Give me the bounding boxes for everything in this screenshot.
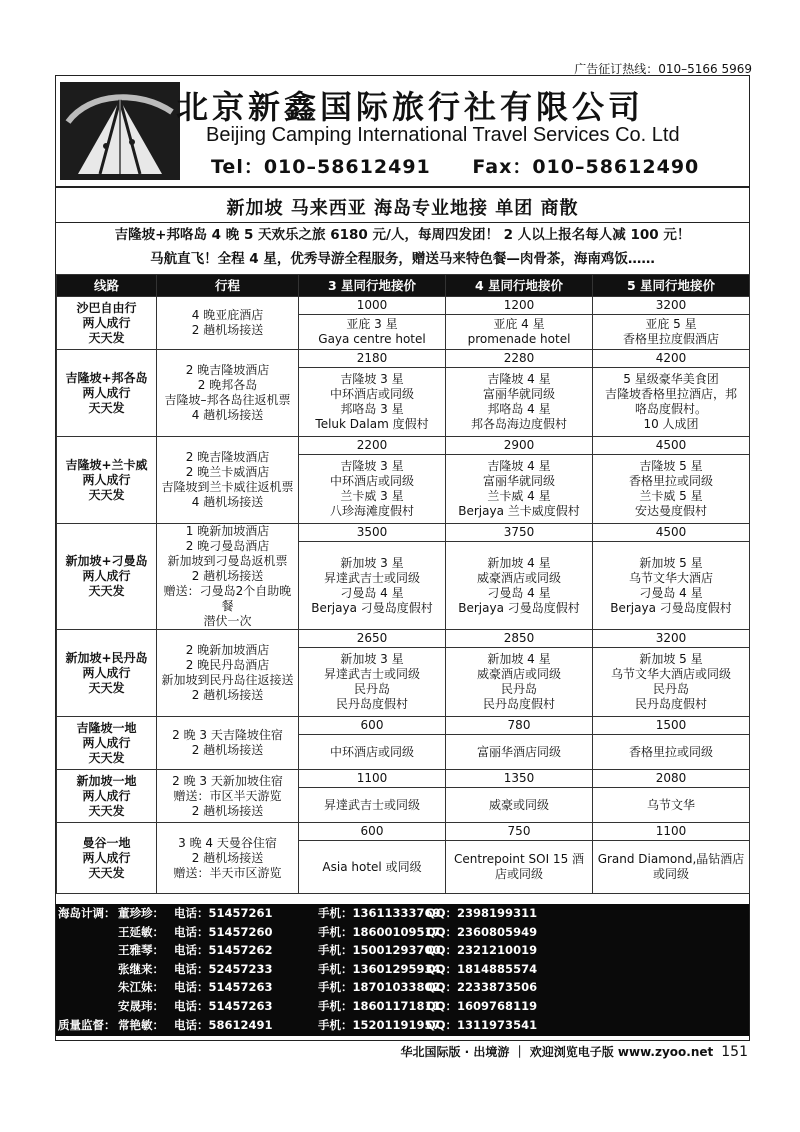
table-row <box>57 717 750 735</box>
hotel-line: 昇達武吉士或同级 <box>323 797 420 812</box>
hotel-line: 新加坡 5 星 <box>639 555 703 570</box>
contact-role: 海岛计调： <box>58 906 116 920</box>
contact-tel: 电话：51457263 <box>174 999 273 1013</box>
hotel-line: 乌节文华大酒店或同级 <box>610 667 731 681</box>
hotel-cell <box>299 788 446 823</box>
price-cell: 3750 <box>446 524 593 542</box>
itinerary-line: 2 晚民丹岛酒店 <box>185 658 270 672</box>
hotel-line: 民丹岛度假村 <box>335 697 408 711</box>
table-row <box>57 437 750 455</box>
hotel-line: 乌节文华 <box>646 797 695 812</box>
hotel-line: 吉隆坡 4 星 <box>487 459 551 473</box>
itinerary-line: 赠送：刁曼岛2个自助晚餐 <box>163 584 292 613</box>
promo-box <box>56 222 749 275</box>
hotel-line: 新加坡 5 星 <box>639 652 703 666</box>
hotel-line: promenade hotel <box>467 332 571 346</box>
hotel-line: 民丹岛 <box>353 682 390 696</box>
itinerary-line: 2 趟机场接送 <box>191 688 264 702</box>
contact-role: 质量监督： <box>58 1017 116 1032</box>
hotel-cell <box>593 542 750 630</box>
hotel-line: 邦咯岛 3 星 <box>340 402 404 416</box>
page-footer <box>400 1043 748 1060</box>
route-line: 新加坡+刁曼岛 <box>65 554 148 568</box>
table-row <box>57 770 750 788</box>
company-logo <box>60 82 180 180</box>
hotel-line: 亚庇 4 星 <box>493 317 545 331</box>
route-line: 两人成行 <box>82 569 131 583</box>
contact-row <box>56 978 749 997</box>
hotel-line: 新加坡 4 星 <box>487 555 551 570</box>
route-line: 天天发 <box>88 584 125 598</box>
contact-tel: 电话：51457261 <box>174 906 273 920</box>
route-line: 两人成行 <box>82 850 131 865</box>
price-cell: 4500 <box>593 524 750 542</box>
contact-name: 常艳敏： <box>118 1017 164 1032</box>
itinerary-cell <box>157 524 299 630</box>
hotel-line: 香格里拉或同级 <box>628 474 713 488</box>
price-cell: 1100 <box>299 770 446 788</box>
hotel-cell <box>446 542 593 630</box>
contact-tel: 电话：51457260 <box>174 924 273 939</box>
hotel-cell <box>446 368 593 437</box>
price-cell: 780 <box>446 717 593 735</box>
hotel-line: 昇達武吉士或同级 <box>323 570 420 585</box>
hotel-cell <box>593 455 750 524</box>
hotel-cell <box>593 788 750 823</box>
price-cell: 2850 <box>446 630 593 648</box>
route-line: 沙巴自由行 <box>76 300 137 315</box>
price-cell: 4500 <box>593 437 750 455</box>
hotel-line: 店或同级 <box>494 867 543 881</box>
hotel-line: 兰卡威 4 星 <box>487 489 551 503</box>
hotel-line: 民丹岛 <box>652 682 689 696</box>
hotel-line: 富丽华酒店同级 <box>476 744 561 759</box>
contact-name: 朱江妹： <box>118 980 164 995</box>
hotel-cell <box>593 735 750 770</box>
route-line: 吉隆坡一地 <box>76 720 137 735</box>
route-line: 两人成行 <box>82 735 131 750</box>
hotel-cell <box>299 315 446 350</box>
hotel-line: 中环酒店或同级 <box>329 474 414 488</box>
header-route: 线路 <box>57 275 157 297</box>
table-row <box>57 524 750 542</box>
hotel-line: Centrepoint SOI 15 酒 <box>453 852 585 866</box>
price-cell: 2650 <box>299 630 446 648</box>
contact-name: 安晟玮： <box>118 999 164 1013</box>
itinerary-line: 新加坡到刁曼岛返机票 <box>167 554 288 568</box>
hotel-line: 新加坡 3 星 <box>340 555 404 570</box>
hotel-line: 中环酒店或同级 <box>329 744 414 759</box>
itinerary-cell <box>157 770 299 823</box>
hotel-cell <box>299 455 446 524</box>
itinerary-line: 2 趟机场接送 <box>191 803 264 818</box>
itinerary-line: 2 趟机场接送 <box>191 569 264 583</box>
hotel-cell <box>446 841 593 894</box>
route-line: 天天发 <box>88 803 125 818</box>
contact-qq: QQ：1814885574 <box>426 961 538 976</box>
itinerary-line: 2 晚兰卡威酒店 <box>185 465 270 479</box>
contact-tel: 电话：51457262 <box>174 943 273 958</box>
itinerary-line: 4 趟机场接送 <box>191 408 264 422</box>
hotel-line: Berjaya 刁曼岛度假村 <box>610 600 732 615</box>
hotel-line: 刁曼岛 4 星 <box>639 585 703 600</box>
route-line: 吉隆坡+兰卡威 <box>65 457 148 472</box>
hotel-line: 兰卡威 5 星 <box>639 489 703 503</box>
price-cell: 600 <box>299 823 446 841</box>
contact-mobile: 手机：15001293700 <box>318 943 441 958</box>
hotel-cell <box>446 788 593 823</box>
itinerary-line: 4 晚亚庇酒店 <box>191 308 264 322</box>
contact-mobile: 手机：18701033802 <box>318 980 441 995</box>
header-4star: 4 星同行地接价 <box>446 275 593 297</box>
hotel-cell <box>446 315 593 350</box>
route-line: 两人成行 <box>82 472 131 487</box>
routes-table <box>56 274 750 894</box>
hotel-line: 香格里拉或同级 <box>628 744 713 759</box>
hotel-line: 民丹岛度假村 <box>482 697 555 711</box>
itinerary-cell <box>157 717 299 770</box>
route-cell <box>57 437 157 524</box>
itinerary-line: 赠送：半天市区游览 <box>173 865 282 880</box>
hotel-line: Gaya centre hotel <box>318 332 426 346</box>
hotel-line: 安达曼度假村 <box>634 504 707 518</box>
hotel-line: 威豪酒店或同级 <box>476 667 561 681</box>
itinerary-line: 4 趟机场接送 <box>191 495 264 509</box>
table-row <box>57 297 750 315</box>
hotel-line: 富丽华就同级 <box>482 474 555 488</box>
hotel-line: Berjaya 刁曼岛度假村 <box>458 600 580 615</box>
itinerary-line: 新加坡到民丹岛往返接送 <box>161 673 294 687</box>
itinerary-line: 潜伏一次 <box>203 614 252 628</box>
price-cell: 1200 <box>446 297 593 315</box>
itinerary-cell <box>157 297 299 350</box>
hotel-line: 中环酒店或同级 <box>329 387 414 401</box>
hotel-line: Berjaya 兰卡威度假村 <box>458 504 580 518</box>
route-line: 新加坡一地 <box>76 773 137 788</box>
route-line: 天天发 <box>88 865 125 880</box>
contact-qq: QQ：2321210019 <box>426 943 538 958</box>
route-line: 天天发 <box>88 400 125 415</box>
contact-mobile: 手机：13611333769 <box>318 906 441 920</box>
route-line: 两人成行 <box>82 385 131 400</box>
hotel-line: 香格里拉度假酒店 <box>622 332 719 346</box>
hotel-line: 吉隆坡 5 星 <box>639 459 703 473</box>
contact-row <box>56 1016 749 1035</box>
itinerary-line: 吉隆坡–邦各岛往返机票 <box>164 393 291 407</box>
contact-qq: QQ：2233873506 <box>426 980 538 995</box>
hotel-line: Teluk Dalam 度假村 <box>315 417 429 431</box>
page-footer-text: 华北国际版 · 出境游 ｜ 欢迎浏览电子版 www.zyoo.net <box>400 1045 714 1059</box>
header-itinerary: 行程 <box>157 275 299 297</box>
price-cell: 3500 <box>299 524 446 542</box>
itinerary-line: 2 晚邦各岛 <box>197 378 258 392</box>
hotel-line: Asia hotel 或同级 <box>322 859 422 874</box>
hotel-cell <box>446 648 593 717</box>
price-cell: 3200 <box>593 630 750 648</box>
hotel-line: 民丹岛 <box>500 682 537 696</box>
contact-mobile: 手机：13601295934 <box>318 961 441 976</box>
itinerary-cell <box>157 437 299 524</box>
hotel-line: Berjaya 刁曼岛度假村 <box>311 600 433 615</box>
route-cell <box>57 770 157 823</box>
hotel-line: 邦咯岛 4 星 <box>487 402 551 416</box>
company-header <box>56 76 749 188</box>
itinerary-line: 2 晚 3 天吉隆坡住宿 <box>172 728 283 742</box>
hotel-line: 邦各岛海边度假村 <box>470 417 567 431</box>
company-tel: Tel：010–58612491 <box>211 156 431 178</box>
route-line: 两人成行 <box>82 665 131 680</box>
route-cell <box>57 350 157 437</box>
price-cell: 2080 <box>593 770 750 788</box>
price-cell: 4200 <box>593 350 750 368</box>
hotline: 广告征订热线：010–5166 5969 <box>574 62 752 76</box>
hotel-line: 吉隆坡 3 星 <box>340 459 404 473</box>
contact-tel: 电话：58612491 <box>174 1017 273 1032</box>
contact-row <box>56 960 749 979</box>
hotel-cell <box>593 648 750 717</box>
contact-qq: QQ：1311973541 <box>426 1017 538 1032</box>
hotel-line: 吉隆坡 4 星 <box>487 372 551 386</box>
price-cell: 2180 <box>299 350 446 368</box>
company-contact <box>211 152 733 179</box>
price-cell: 2200 <box>299 437 446 455</box>
route-cell <box>57 524 157 630</box>
hotel-line: 亚庇 3 星 <box>346 317 398 331</box>
contacts-panel <box>56 904 749 1036</box>
contact-mobile: 手机：18601171811 <box>318 999 441 1013</box>
route-line: 天天发 <box>88 750 125 765</box>
hotel-cell <box>593 368 750 437</box>
itinerary-line: 2 晚吉隆坡酒店 <box>185 363 270 377</box>
itinerary-line: 3 晚 4 天曼谷住宿 <box>178 835 277 850</box>
hotel-line: 兰卡威 3 星 <box>340 489 404 503</box>
route-cell <box>57 717 157 770</box>
hotel-cell <box>446 735 593 770</box>
route-line: 曼谷一地 <box>82 835 131 850</box>
route-line: 两人成行 <box>82 788 131 803</box>
hotel-line: Grand Diamond,晶钻酒店 <box>597 852 745 866</box>
itinerary-line: 2 趟机场接送 <box>191 850 264 865</box>
hotel-line: 八珍海滩度假村 <box>329 504 414 518</box>
hotel-line: 威豪或同级 <box>488 797 549 812</box>
contact-mobile: 手机：15201191957 <box>318 1017 441 1032</box>
itinerary-cell <box>157 350 299 437</box>
contact-name: 王雅琴： <box>118 943 164 958</box>
contact-row <box>56 941 749 960</box>
route-cell <box>57 297 157 350</box>
contact-name: 张继来： <box>118 961 164 976</box>
hotel-cell <box>593 841 750 894</box>
company-fax: Fax：010–58612490 <box>472 156 700 178</box>
table-header-row <box>57 275 750 297</box>
contact-qq: QQ：1609768119 <box>426 999 538 1013</box>
company-name-en: Beijing Camping International Travel Services Co. Ltd <box>206 124 680 146</box>
price-cell: 1500 <box>593 717 750 735</box>
hotel-line: 富丽华就同级 <box>482 387 555 401</box>
table-row <box>57 823 750 841</box>
route-line: 吉隆坡+邦各岛 <box>65 370 148 385</box>
hotel-line: 或同级 <box>652 867 689 881</box>
price-cell: 2900 <box>446 437 593 455</box>
hotel-line: 民丹岛度假村 <box>634 697 707 711</box>
contact-qq: QQ：2360805949 <box>426 924 538 939</box>
route-cell <box>57 823 157 894</box>
hotel-line: 10 人成团 <box>643 417 699 431</box>
itinerary-cell <box>157 823 299 894</box>
page-number: 151 <box>721 1044 748 1060</box>
itinerary-line: 2 晚吉隆坡酒店 <box>185 450 270 464</box>
promo-line-1: 吉隆坡+邦咯岛 4 晚 5 天欢乐之旅 6180 元/人，每周四发团！ 2 人以上报名每人减 100 元！ <box>114 227 691 243</box>
route-line: 两人成行 <box>82 315 131 330</box>
route-line: 新加坡+民丹岛 <box>65 650 148 665</box>
itinerary-line: 1 晚新加坡酒店 <box>185 524 270 538</box>
hotel-line: 昇達武吉士或同级 <box>323 667 420 681</box>
promo-line-2: 马航直飞！全程 4 星，优秀导游全程服务，赠送马来特色餐—肉骨茶，海南鸡饭…… <box>150 251 655 267</box>
hotel-line: 5 星级豪华美食团 <box>623 372 719 386</box>
route-line: 天天发 <box>88 680 125 695</box>
itinerary-line: 2 晚刁曼岛酒店 <box>185 539 270 553</box>
header-5star: 5 星同行地接价 <box>593 275 750 297</box>
contact-name: 董珍珍： <box>118 906 164 920</box>
hotel-cell <box>299 841 446 894</box>
tent-logo-icon <box>60 82 180 180</box>
ad-frame <box>55 75 750 1041</box>
contact-tel: 电话：51457263 <box>174 980 273 995</box>
hotel-line: 刁曼岛 4 星 <box>487 585 551 600</box>
contact-qq: QQ：2398199311 <box>426 906 538 920</box>
contact-row <box>56 904 749 923</box>
hotel-cell <box>299 648 446 717</box>
price-cell: 1000 <box>299 297 446 315</box>
route-cell <box>57 630 157 717</box>
itinerary-cell <box>157 630 299 717</box>
hotel-line: 吉隆坡 3 星 <box>340 372 404 386</box>
contact-mobile: 手机：18600109517 <box>318 924 441 939</box>
table-row <box>57 630 750 648</box>
route-line: 天天发 <box>88 487 125 502</box>
hotel-line: 乌节文华大酒店 <box>628 570 713 585</box>
hotel-line: 新加坡 3 星 <box>340 652 404 666</box>
contact-row <box>56 923 749 942</box>
itinerary-line: 2 晚新加坡酒店 <box>185 643 270 657</box>
hotel-line: 咯岛度假村。 <box>634 402 707 416</box>
hotel-cell <box>593 315 750 350</box>
itinerary-line: 赠送：市区半天游览 <box>173 788 282 803</box>
hotel-line: 新加坡 4 星 <box>487 652 551 666</box>
itinerary-line: 2 晚 3 天新加坡住宿 <box>172 773 283 788</box>
price-cell: 2280 <box>446 350 593 368</box>
route-line: 天天发 <box>88 330 125 345</box>
contact-name: 王延敏： <box>118 924 164 939</box>
table-row <box>57 350 750 368</box>
price-cell: 1350 <box>446 770 593 788</box>
price-cell: 600 <box>299 717 446 735</box>
itinerary-line: 2 趟机场接送 <box>191 323 264 337</box>
hotel-cell <box>299 542 446 630</box>
itinerary-line: 2 趟机场接送 <box>191 743 264 757</box>
price-cell: 750 <box>446 823 593 841</box>
itinerary-line: 吉隆坡到兰卡威往返机票 <box>161 480 294 494</box>
contact-row <box>56 997 749 1016</box>
contact-tel: 电话：52457233 <box>174 961 273 976</box>
hotel-cell <box>446 455 593 524</box>
slogan: 新加坡 马来西亚 海岛专业地接 单团 商散 <box>226 198 579 219</box>
hotel-line: 刁曼岛 4 星 <box>340 585 404 600</box>
hotel-line: 亚庇 5 星 <box>645 317 697 331</box>
price-cell: 3200 <box>593 297 750 315</box>
hotel-line: 吉隆坡香格里拉酒店，邦 <box>604 387 737 401</box>
header-3star: 3 星同行地接价 <box>299 275 446 297</box>
hotel-line: 威豪酒店或同级 <box>476 570 561 585</box>
hotel-cell <box>299 368 446 437</box>
price-cell: 1100 <box>593 823 750 841</box>
hotel-cell <box>299 735 446 770</box>
company-name-cn: 北京新鑫国际旅行社有限公司 <box>176 88 645 126</box>
